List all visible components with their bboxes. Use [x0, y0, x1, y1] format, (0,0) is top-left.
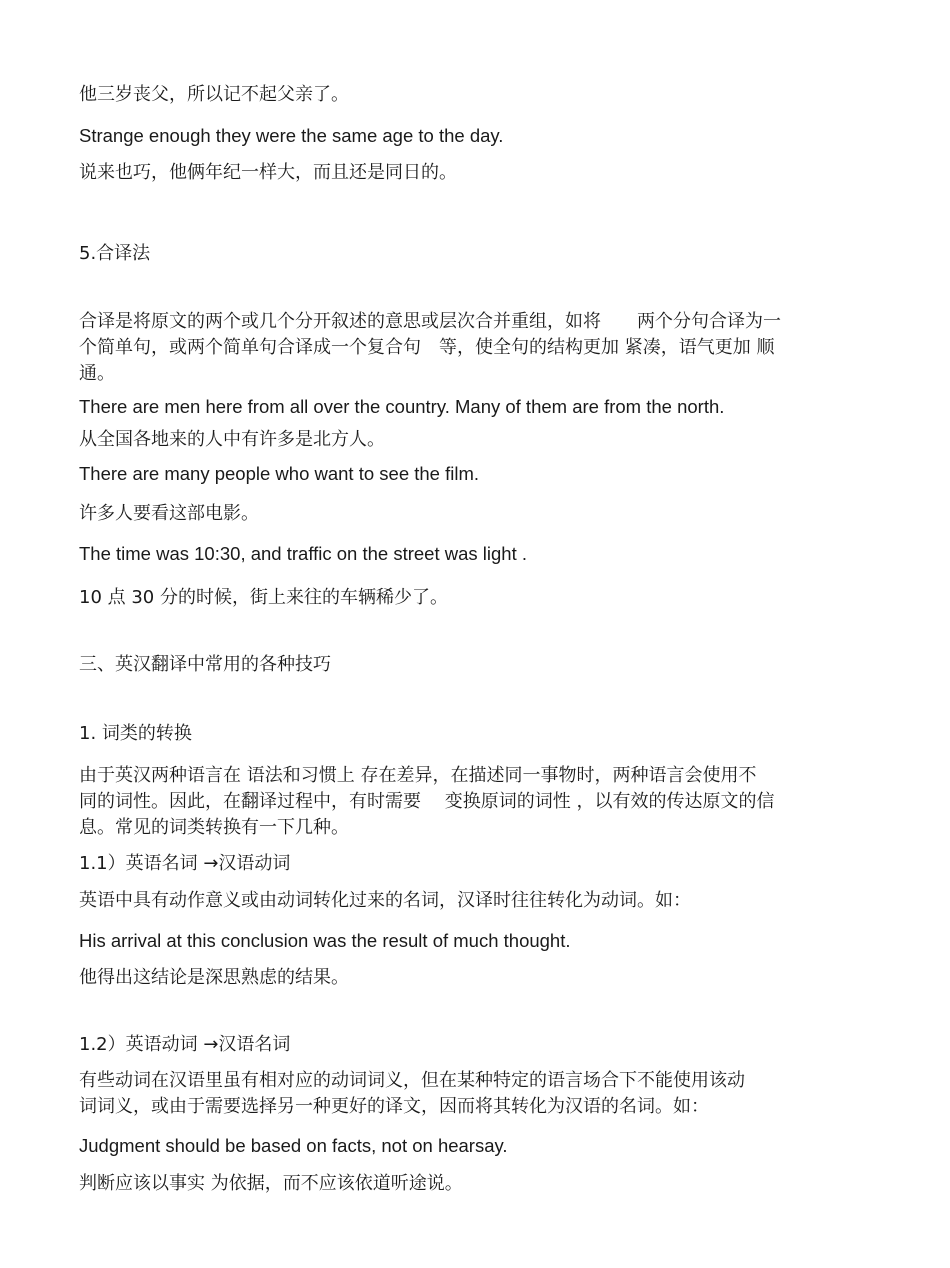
english-example: The time was 10:30, and traffic on the street was light . — [79, 543, 528, 564]
subsection-heading-verb-to-noun: 1.2）英语动词 →汉语名词 — [79, 1034, 291, 1055]
paragraph-line: 合译是将原文的两个或几个分开叙述的意思或层次合并重组，如将 两个分句合译为一 — [79, 311, 781, 332]
paragraph-line: 个简单句，或两个简单句合译成一个复合句 等，使全句的结构更加 紧凑，语气更加 顺 — [79, 337, 775, 358]
paragraph-heyi — [79, 309, 865, 387]
paragraph-line: 通。 — [79, 363, 115, 384]
section-heading-heyi: 5.合译法 — [79, 243, 151, 264]
english-example: His arrival at this conclusion was the result of much thought. — [79, 930, 571, 951]
chinese-translation: 从全国各地来的人中有许多是北方人。 — [79, 429, 385, 450]
text-line: 英语中具有动作意义或由动词转化过来的名词，汉译时往往转化为动词。如： — [79, 890, 691, 911]
section-heading-techniques: 三、英汉翻译中常用的各种技巧 — [79, 654, 331, 675]
paragraph-line: 有些动词在汉语里虽有相对应的动词词义，但在某种特定的语言场合下不能使用该动 — [79, 1070, 745, 1091]
paragraph-line: 同的词性。因此，在翻译过程中，有时需要 变换原词的词性 ，以有效的传达原文的信 — [79, 791, 775, 812]
subsection-heading-cilei: 1. 词类的转换 — [79, 723, 192, 744]
chinese-translation: 他得出这结论是深思熟虑的结果。 — [79, 967, 349, 988]
english-example: Strange enough they were the same age to the day. — [79, 125, 504, 146]
text-line: 他三岁丧父，所以记不起父亲了。 — [79, 84, 349, 105]
paragraph-line: 由于英汉两种语言在 语法和习惯上 存在差异，在描述同一事物时，两种语言会使用不 — [79, 765, 757, 786]
chinese-translation: 说来也巧，他俩年纪一样大，而且还是同日的。 — [79, 162, 457, 183]
paragraph-cilei — [79, 763, 865, 841]
english-example: There are men here from all over the country. Many of them are from the north. — [79, 396, 725, 417]
english-example: Judgment should be based on facts, not on hearsay. — [79, 1135, 508, 1156]
paragraph-line: 词词义，或由于需要选择另一种更好的译文，因而将其转化为汉语的名词。如： — [79, 1096, 709, 1117]
subsection-heading-noun-to-verb: 1.1）英语名词 →汉语动词 — [79, 853, 291, 874]
chinese-translation: 判断应该以事实 为依据，而不应该依道听途说。 — [79, 1173, 463, 1194]
chinese-translation: 许多人要看这部电影。 — [79, 503, 259, 524]
paragraph-dongci — [79, 1068, 865, 1120]
english-example: There are many people who want to see the film. — [79, 463, 480, 484]
chinese-translation: 10 点 30 分的时候，街上来往的车辆稀少了。 — [79, 587, 448, 608]
paragraph-line: 息。常见的词类转换有一下几种。 — [79, 817, 349, 838]
